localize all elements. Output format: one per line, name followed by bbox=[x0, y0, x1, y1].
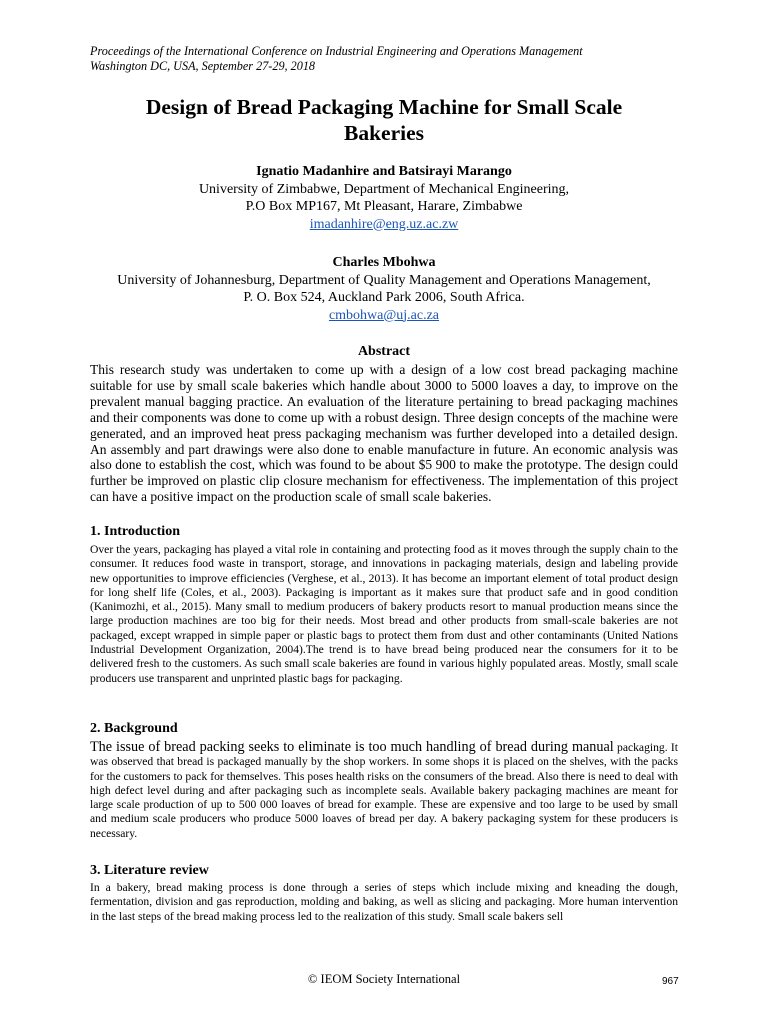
author-email-link[interactable]: imadanhire@eng.uz.ac.zw bbox=[309, 216, 459, 232]
author-block-1 bbox=[60, 163, 708, 233]
paper-title bbox=[60, 94, 708, 146]
section-heading-background: 2. Background bbox=[90, 721, 178, 736]
author-name: Charles Mbohwa bbox=[332, 255, 436, 270]
page-number: 967 bbox=[662, 976, 679, 987]
proceedings-header bbox=[90, 44, 583, 74]
section-text-literature-review: In a bakery, bread making process is done through a series of steps which include mixing and kneading the dough, fermentation, division and gas reproduction, molding and baking, as well as slicing and packaging. More human intervention in the last steps of the bread making process led to the realization of this study. Small scale bakers sell bbox=[90, 881, 678, 923]
author-block-2 bbox=[60, 254, 708, 324]
section-heading-literature-review: 3. Literature review bbox=[90, 863, 209, 878]
section-text-background bbox=[90, 740, 678, 841]
proceedings-line-2: Washington DC, USA, September 27-29, 2018 bbox=[90, 59, 316, 73]
section-heading-introduction: 1. Introduction bbox=[90, 524, 180, 539]
affiliation-line-2: P. O. Box 524, Auckland Park 2006, South Africa. bbox=[243, 290, 525, 305]
proceedings-line-1: Proceedings of the International Conference on Industrial Engineering and Operations Management bbox=[90, 44, 583, 58]
author-names: Ignatio Madanhire and Batsirayi Marango bbox=[256, 164, 512, 179]
paper-title-line-1: Design of Bread Packaging Machine for Small Scale bbox=[145, 95, 623, 119]
affiliation-line-1: University of Zimbabwe, Department of Mechanical Engineering, bbox=[198, 181, 570, 197]
section-text-introduction: Over the years, packaging has played a vital role in containing and protecting food as it moves through the supply chain to the consumer. It reduces food waste in transport, storage, and innovations in packaging materials, design and labeling provide new opportunities to improve efficiencies (Verghese, et al., 2013). It has become an important element of total product design for long shelf life (Coles, et al., 2003). Packaging is important as it makes sure that product safe and in good condition (Kanimozhi, et al., 2015). Many small to medium producers of bakery products resort to manual production means since the large production machines are too big for their needs. Most bread and other products from small-scale bakeries are not packaged, except wrapped in simple paper or plastic bags to protect them from dust and other contaminants (United Nations Industrial Development Organization, 2004).The trend is to have bread being produced near the consumers for it to be delivered fresh to the customers. As such small scale bakeries are found in various highly populated areas. Mostly, small scale producers use transparent and unprinted plastic bags for packaging. bbox=[90, 543, 678, 685]
background-body: packaging. It was observed that bread is packaged manually by the shop workers. In some shops it is placed on the shelves, with the packs for the customers to pack for themselves. This poses health risks on the consumers of the bread. Also there is need to deal with high defect level during and after packaging such as incomplete seals. Available bakery packaging machines are meant for large scale production of up to 500 000 loaves of bread for example. These are expensive and too large to be used by small and medium scale producers who produce 5000 loaves of bread per day. A bakery packaging system for these producers is necessary. bbox=[90, 741, 678, 840]
affiliation-line-1: University of Johannesburg, Department of Quality Management and Operations Management, bbox=[117, 272, 651, 288]
affiliation-line-2: P.O Box MP167, Mt Pleasant, Harare, Zimbabwe bbox=[245, 199, 523, 214]
paper-title-line-2: Bakeries bbox=[343, 121, 425, 145]
author-email-link[interactable]: cmbohwa@uj.ac.za bbox=[328, 307, 440, 323]
abstract-text: This research study was undertaken to come up with a design of a low cost bread packaging machine suitable for use by small scale bakeries which handle about 3000 to 5000 loaves a day, to improve on the prevalent manual bagging practice. An evaluation of the literature pertaining to bread packaging machines and their components was done to come up with a robust design. Three design concepts of the machine were generated, and an improved heat press packaging mechanism was further developed into a detailed design. An assembly and part drawings were also done to enable manufacture in future. An economic analysis was also done to establish the cost, which was found to be about $5 900 to make the prototype. The design could further be improved on plastic clip closure mechanism for effectiveness. The implementation of this project can have a positive impact on the production scale of small scale bakeries. bbox=[90, 362, 678, 505]
abstract-heading: Abstract bbox=[357, 344, 411, 359]
footer-copyright: © IEOM Society International bbox=[307, 972, 461, 986]
background-lead-sentence: The issue of bread packing seeks to eliminate is too much handling of bread during manual bbox=[90, 739, 614, 755]
